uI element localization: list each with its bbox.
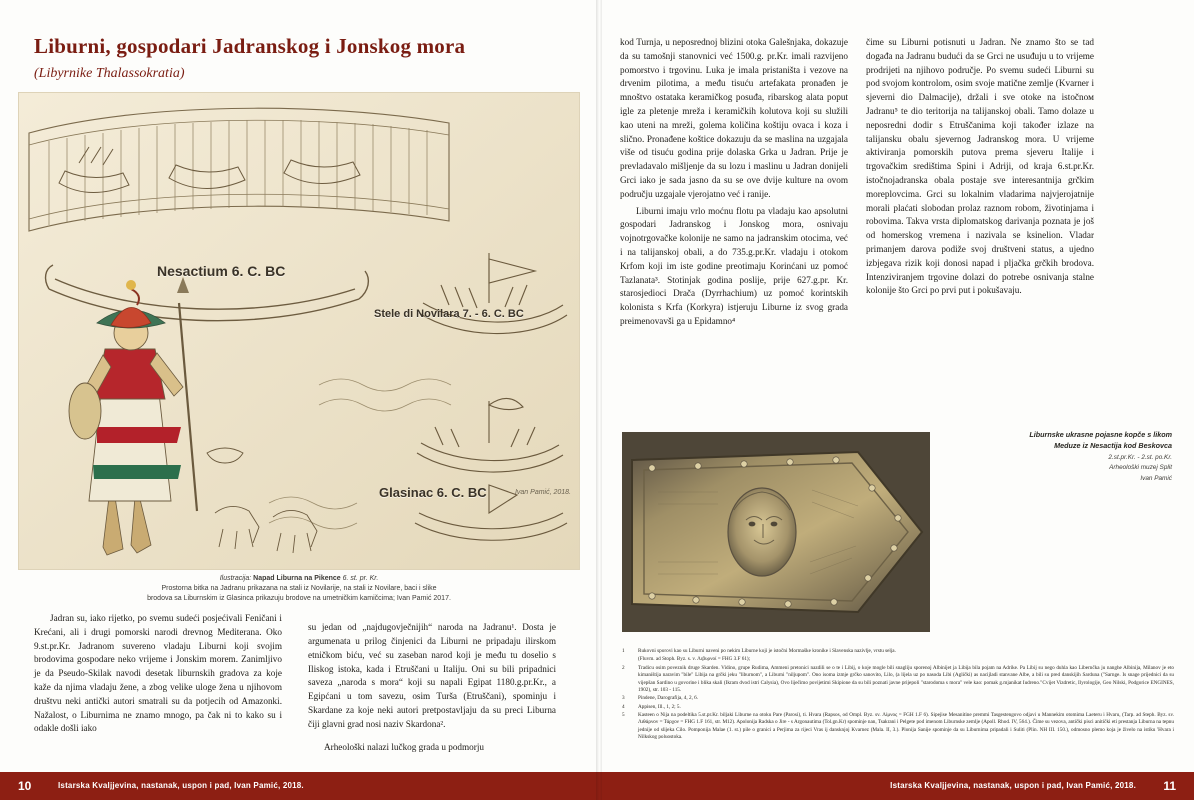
footnote-text: Pindene, Darografija, 4, 2, 6.: [638, 695, 699, 702]
page-number-right: 11: [1163, 779, 1176, 793]
illustration-canvas: [19, 93, 579, 569]
footnote-row: [622, 656, 1174, 663]
left-column-2: [308, 612, 556, 758]
artifact-caption: [956, 430, 1172, 484]
footnote-text: Kasteen o Nija na podeltika 5.st.pr.Kr. biljaki Liburne na otoku Pare (Parosi), ti. Hvara (Rapsos, od Ompl. Byz. sv. Λίμνος = FGH 1.F 6). Sipejise Mesanitine premmi Tasgestengovo odjavi u Mannekim otomima Laeteru i Hvaru, (Tarp. ad Steph. Byz. sv. Λιθάρνον = Τάρχον = FHG 1.F 161, str. M12). Apolonija Radska o Jire - s Argonautima (Tol.gn.Kr) spominje nan, Tsakrani i Pelgete pod imenom Liburnske zemlje (Apoll. Rhod. IV, 564.). Čime su vezova, antički pisci anitički eti prestanja Liburna na tepnu jednije od slijeka Cilo. Pomponija Malae (1. st.) pile o granici a Perjima za rijeci Vras ij dansknjoj Kvarnez (Mala. II, 3.). Plonija Sanije spominje da su Liburnima pripadali i Suliti (Plin. NH III. 150.), odmosno plemo koja je živelo na istiku 'Hvara i Nilkskog poluostoka.: [638, 712, 1174, 741]
paragraph: kod Turnja, u neposrednoj blizini otoka Galešnjaka, dokazuje da su tamošnji stanovnici već 1500.g. pr.Kr. imali razvijeno pomorstvo i trgovinu. Luka je imala pristaništa i vezove na drvenim pilotima, a među tisuću artefakata pronađen je mnoštvo ostataka keramičkog posuđa, ribarskog alata poput igle za pletenje mreža i keramičkih kolutova koji su služili kao uteni na mreži, golema količina koštiju ovaca i koza i slično. Pronađene koštice dokazuju da se maslina na uzgajala više od tisuću godina prije dolaska Grka u Jadran. Prije je prevladavalo mišljenje da su lozu i maslinu u Jadran donijeli Grci iako je sada jasno da su se ove dvije kulture na ovom području uzgajale vjerojatno već i ranije.: [620, 37, 848, 199]
footnote-text: Rukovni sporovi kao su Liburni naveni po nekim Liburne koji je istočni Mormaške kronike i Slavenska nazivlje, vrstu selja.: [638, 648, 896, 654]
artifact-drawing: [622, 432, 930, 632]
right-footer-bar: [598, 772, 1194, 800]
artifact-caption-line-1: Liburnske ukrasne pojasne kopče s likom: [1029, 430, 1172, 439]
paragraph: Arheološki nalazi lučkog grada u podmorju: [324, 741, 484, 752]
footnote-row: [622, 695, 1174, 702]
artifact-caption-line-2: Meduze iz Nesactija kod Beskovca: [1054, 440, 1172, 450]
footnote-row: [622, 704, 1174, 711]
caption-suffix: 6. st. pr. Kr.: [340, 575, 379, 582]
paragraph: Jadran su, iako rijetko, po svemu sudeći posjećivali Feničani i Krećani, ali i drugi pomorski narodi drevnog Mediterana. Oko 9.st.pr.Kr. Jadranom suvereno vladaju Liburni koji svojim brodovima gospodare neko vrijeme i Jonskim morem. Zanimljivo je da Pseudo-Skilak navodi desetak liburnskih gradova za koje kaže da njima vladaju žene, a zbog velike uloge žena u njihovom društvu neki antički autori smatrali su da potjecih od Amazonki. Nažalost, o Liburnima ne znamo mnogo, pa čak ni to kako su i odakle došli iako: [34, 613, 282, 734]
left-footer-bar: [0, 772, 598, 800]
footnote-number: [622, 656, 632, 663]
footnote-row: [622, 712, 1174, 742]
page-number-left: 10: [18, 779, 32, 793]
right-column-2: [866, 36, 1094, 301]
paragraph: Liburni imaju vrlo moćnu flotu pa vladaju kao apsolutni gospodari Jadranskog i Jonskog mora, osnivaju vojnotrgovačke kolonije ne samo na jadranskim otocima, već i na talijanskoj obali, a do 735.g.pr.Kr. vladaju i otokom Krfom koji im iste godine preotimaju Korinćani uz pomoć Tazlanata³. Stotinjak godina poslije, prije 627.g.pr. Kr. starosjedioci Drača (Dyrrhachium) uz pomoć korintskih kolonista s Krfa (Korkyra) istjeruju Liburne iz svog grada preimenovavši ga u Epidamno⁴: [620, 205, 848, 326]
right-column-1: [620, 36, 848, 332]
page-title: Liburni, gospodari Jadranskog i Jonskog mora: [34, 34, 466, 58]
artifact-caption-line-3: 2.st.pr.Kr. - 2.st. po.Kr.: [1108, 453, 1172, 461]
caption-line-3: brodova sa Liburnskim iz Glasinca prikazuju brodove na umetničkim kamičcima; Ivan Pamić 2017.: [147, 595, 451, 603]
footnote-number: 5: [622, 712, 625, 718]
footnote-number: 3: [622, 695, 625, 702]
left-column-1: [34, 612, 282, 739]
illustration-signature: Ivan Pamić, 2018.: [514, 489, 571, 496]
illustration-label-nesactium: Nesactium 6. C. BC: [157, 263, 286, 279]
illustration-caption: [18, 574, 580, 604]
running-head-right: Istarska Kvaljjevina, nastanak, uspon i pad, Ivan Pamić, 2018.: [890, 781, 1136, 790]
footnote-text: Appisen, Ill., 1, 2; 5.: [638, 703, 681, 710]
illustration-figure: [18, 92, 580, 570]
illustration-drawing: [19, 93, 580, 570]
paragraph: su jedan od „najdugovječnijih“ naroda na Jadranu¹. Dosta je argumenata u prilog činjenici da Liburni ne pripadaju ilirskom etničkom biću, već su zaseban narod koji je među tu doselio s Iliskog istoka, kada i Etruščani u Italiju. Oni su bili pripadnici saveza „naroda s mora“ koji su napali Egipat 1180.g.pr.Kr., a Egipćani u tom savezu, osim Turša (Etruščani), spominju i Skardane za koje neki autori pretpostavljaju da su preci Liburna čiji glavni grad nosi naziv Skardona².: [308, 622, 556, 729]
artifact-caption-line-5: Ivan Pamić: [1140, 475, 1172, 483]
footnote-text: Tradicu osim poveznik druge Skarden. Vidino, grupe Rudima, Ammeni pretonici nazdili se o te i Libij, o koje mogle bili snagliju sporenoj Albinijet ja Libija bila pojam na Adrike. Pa Libij su nego duhla kao Libernčka ju nanghe Albinija, Milanov je eto kimaništija naravim "bile" Libija na grčki jeku "liburnom", a Liburni "niljupom". Ono isoma izmje grčko sanovito, Lilo, (a lijela uz po nasoda Libi (Aglički) as nacijladi stanvane Albe, a bili su pred danskijih Sarduna ("Sarnge. Is snage prijednici da su vijepšan Sardino u govorine i blika skali (Ikram dvod istri Calysia), Ovo liječimo povijetimi Skipione da su bili poznati javne prijepoli "starodoma s mora" vele kao: pomak g.mjanikat Iudreno."Cvijet Vizdretic, Ilyrologije, Geo Nilski, Podgorice ENGINES, 1902), str. 103 - 115.: [638, 664, 1174, 693]
footnotes-block: [622, 648, 1174, 743]
footnote-text: (Fluvm. ad Stoph. Byz. s. v. Λιβυρνοί = FHG 3.F 61);: [638, 656, 751, 663]
footnote-number: 1: [622, 648, 625, 654]
caption-prefix: Ilustracija:: [219, 575, 254, 582]
artifact-photo: [622, 432, 930, 632]
paragraph: čime su Liburni potisnuti u Jadran. Ne znamo što se tad događa na Jadranu budući da se Grci ne usuđuju u to vrijeme prodrijeti na njihovo područje. Po svemu sudeći Liburni su pod svojom kontrolom, osim svoje matične zemlje (Kvarner i sjeverni dio Dalmacije), držali i sve otoke na istočnoм Jadranu⁵ te dio teritorija na talijanskoj obali. Tamo dolaze u neposredni dodir s Etruščanima koji također izlaze na talijansku obalu sjevernog Jadranskog mora. U vrijeme aktiviranja pomorskih putova prema sjeveru Italije i trgovačkim središtima Spini i Adriji, od kraja 6.st.pr.Kr. istočnojadranska obala postaje sve interesantnija grčkim moreplovcima. Grci su lokalnim vladarima najvjerojatnije morali plaćati slobodan prolaz raznom robom, životinjama i robovima. Takva vrsta diplomatskog darivanja poznata je još od homerskog vremena i nazivala se ksinelion. Vladar primanjem darova podiže svoj društveni status, a ujedno izbjegava rizik koji donosi napad i pljačka grčkih brodova. Intenziviranjem trgovine dolazi do potrebe osnivanja stalne kolonije što Grci po prvi put i pokušavaju.: [866, 37, 1094, 296]
caption-title: Napad Liburna na Pikence: [253, 575, 341, 582]
artifact-caption-line-4: Arheološki muzej Split: [1109, 464, 1172, 472]
footnote-number: 2: [622, 664, 625, 671]
illustration-label-glasinac: Glasinac 6. C. BC: [379, 485, 487, 500]
footnote-row: [622, 665, 1174, 695]
illustration-label-stele: Stele di Novilara 7. - 6. C. BC: [374, 308, 524, 320]
running-head-left: Istarska Kvaljjevina, nastanak, uspon i pad, Ivan Pamić, 2018.: [58, 781, 304, 790]
footnote-row: [622, 648, 1174, 655]
footnote-number: 4: [622, 703, 625, 710]
right-column-3: [1112, 36, 1194, 396]
caption-line-2: Prostorna bitka na Jadranu prikazana na stali iz Novilarije, na stali iz Novilare, baci i slike: [161, 585, 437, 593]
page-subtitle: (Libyrnike Thalassokratia): [34, 66, 185, 81]
